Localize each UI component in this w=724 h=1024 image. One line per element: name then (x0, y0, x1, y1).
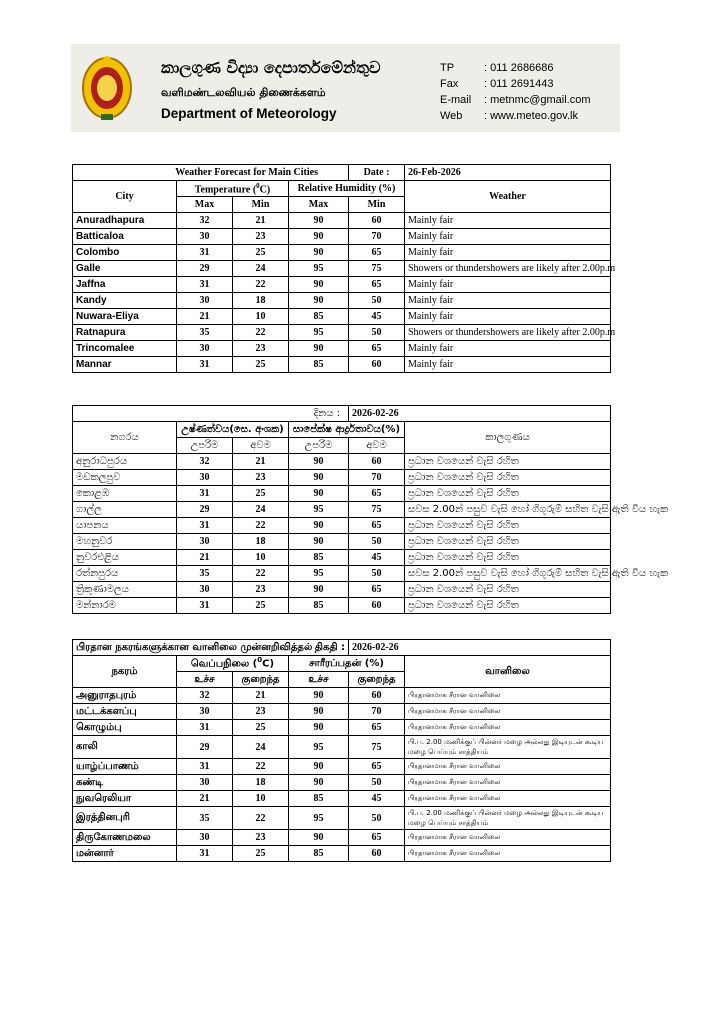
weather-cell: Mainly fair (405, 213, 611, 229)
contact-value: : 011 2691443 (484, 78, 554, 90)
humidity-max-cell: 90 (289, 704, 349, 720)
table-row (73, 688, 611, 704)
temp-max-cell: 30 (177, 534, 233, 550)
humidity-min-cell: 65 (349, 720, 405, 736)
city-cell: Ratnapura (73, 325, 177, 341)
weather-cell: Showers or thundershowers are likely after 2.00p.m (405, 261, 611, 277)
humidity-min-cell: 60 (349, 454, 405, 470)
city-cell: ගාල්ල (73, 502, 177, 518)
sinhala-forecast-table (72, 405, 669, 614)
col-header-max: Max (177, 197, 233, 213)
humidity-max-cell: 90 (289, 486, 349, 502)
temp-max-cell: 29 (177, 736, 233, 759)
weather-cell: Showers or thundershowers are likely after 2.00p.m (405, 325, 611, 341)
table-row (73, 830, 611, 846)
humidity-min-cell: 70 (349, 704, 405, 720)
temp-min-cell: 22 (233, 566, 289, 582)
date-label: දිනය : (73, 406, 349, 422)
humidity-min-cell: 60 (349, 598, 405, 614)
rows (73, 213, 616, 373)
temp-max-cell: 30 (177, 470, 233, 486)
weather-cell: பிரதானமாக சீரான வானிலை (405, 846, 611, 862)
col-header-weather: Weather (405, 181, 611, 213)
humidity-max-cell: 90 (289, 830, 349, 846)
humidity-min-cell: 50 (349, 775, 405, 791)
sri-lanka-emblem-icon (81, 52, 133, 124)
table-row (73, 357, 611, 373)
humidity-min-cell: 60 (349, 688, 405, 704)
contact-row (440, 60, 591, 76)
col-header-weather: வானிலை (405, 656, 611, 688)
humidity-min-cell: 65 (349, 486, 405, 502)
temp-max-cell: 31 (177, 277, 233, 293)
humidity-max-cell: 95 (289, 736, 349, 759)
table-title: Weather Forecast for Main Cities (73, 165, 349, 181)
humidity-max-cell: 90 (289, 688, 349, 704)
temp-min-cell: 22 (233, 325, 289, 341)
humidity-min-cell: 65 (349, 245, 405, 261)
table-row (73, 759, 611, 775)
weather-cell: பிரதானமாக சீரான வானிலை (405, 720, 611, 736)
col-header-humidity: සාපේක්ෂ ආර්ද්‍රතාවය(%) (289, 422, 405, 438)
temp-min-cell: 18 (233, 293, 289, 309)
weather-cell: Mainly fair (405, 357, 611, 373)
table-row (73, 791, 611, 807)
city-cell: இரத்தினபுரி (73, 807, 177, 830)
weather-cell: பி.ப. 2.00 மணிக்குப் பின்னர் மழை அல்லது இடியுடன் கூடிய மழை பெய்யும் சாத்தியம் (405, 807, 611, 830)
humidity-max-cell: 85 (289, 550, 349, 566)
humidity-max-cell: 95 (289, 807, 349, 830)
contact-value: : 011 2686686 (484, 62, 554, 74)
col-header-city: City (73, 181, 177, 213)
city-cell: Batticaloa (73, 229, 177, 245)
temp-min-cell: 23 (233, 341, 289, 357)
table-row (73, 736, 611, 759)
col-header-max: Max (289, 197, 349, 213)
contact-value[interactable]: : metnmc@gmail.com (484, 94, 591, 106)
weather-cell: සවස 2.00න් පසුව වැසි හෝ ගිගුරුම් සහිත වැසි ඇති වීය හැක (405, 502, 611, 518)
weather-cell: பி.ப. 2.00 மணிக்குப் பின்னர் மழை அல்லது இடியுடன் கூடிய மழை பெய்யும் சாத்தியம் (405, 736, 611, 759)
col-header-min: Min (233, 197, 289, 213)
col-header-min: අවම (233, 438, 289, 454)
date-label: Date : (349, 165, 405, 181)
contact-label: Web (440, 110, 463, 122)
humidity-min-cell: 75 (349, 261, 405, 277)
city-cell: මහනුවර (73, 534, 177, 550)
col-header-temperature: උෂ්ණත්වය(සෙ. අංශක) (177, 422, 289, 438)
table-row (73, 245, 611, 261)
city-cell: யாழ்ப்பாணம் (73, 759, 177, 775)
table-row (73, 277, 611, 293)
humidity-max-cell: 90 (289, 277, 349, 293)
humidity-min-cell: 65 (349, 277, 405, 293)
city-cell: Anuradhapura (73, 213, 177, 229)
weather-cell: பிரதானமாக சீரான வானிலை (405, 688, 611, 704)
table-row (73, 261, 611, 277)
table-row (73, 454, 611, 470)
humidity-min-cell: 45 (349, 550, 405, 566)
temp-min-cell: 21 (233, 213, 289, 229)
contact-label: TP (440, 62, 455, 74)
english-forecast-table (72, 164, 616, 373)
humidity-max-cell: 90 (289, 229, 349, 245)
date-label: திகதி : (314, 641, 346, 653)
humidity-max-cell: 90 (289, 293, 349, 309)
city-cell: මන්නාරම (73, 598, 177, 614)
contact-label: Fax (440, 78, 459, 90)
temp-max-cell: 30 (177, 775, 233, 791)
weather-cell: பிரதானமாக சீரான வானிலை (405, 830, 611, 846)
temp-min-cell: 23 (233, 229, 289, 245)
temp-max-cell: 30 (177, 229, 233, 245)
city-cell: காலி (73, 736, 177, 759)
humidity-max-cell: 90 (289, 775, 349, 791)
rows (73, 454, 669, 614)
col-header-temperature: வெப்பநிலை ($^0$C) (177, 656, 289, 672)
temp-max-cell: 29 (177, 502, 233, 518)
table-row (73, 293, 611, 309)
letterhead (71, 44, 620, 132)
table-row (73, 486, 611, 502)
city-cell: රත්නපුරය (73, 566, 177, 582)
table-row (73, 213, 611, 229)
weather-cell: ප්‍රධාන වශයෙන් වැසි රහිත (405, 598, 611, 614)
temp-max-cell: 21 (177, 550, 233, 566)
table-row (73, 470, 611, 486)
city-cell: திருகோணமலை (73, 830, 177, 846)
temp-min-cell: 21 (233, 454, 289, 470)
weather-cell: Mainly fair (405, 309, 611, 325)
weather-cell: பிரதானமாக சீரான வானிலை (405, 759, 611, 775)
humidity-min-cell: 50 (349, 325, 405, 341)
humidity-min-cell: 60 (349, 846, 405, 862)
table-row (73, 704, 611, 720)
temp-max-cell: 30 (177, 582, 233, 598)
city-cell: මඩකලපුව (73, 470, 177, 486)
humidity-max-cell: 90 (289, 518, 349, 534)
temp-min-cell: 23 (233, 704, 289, 720)
col-header-max: உச்ச (289, 672, 349, 688)
weather-cell: ප්‍රධාන වශයෙන් වැසි රහිත (405, 582, 611, 598)
col-header-humidity: Relative Humidity (%) (289, 181, 405, 197)
temp-min-cell: 25 (233, 720, 289, 736)
city-cell: යාපනය (73, 518, 177, 534)
weather-cell: பிரதானமாக சீரான வானிலை (405, 704, 611, 720)
temp-max-cell: 32 (177, 454, 233, 470)
temp-min-cell: 18 (233, 775, 289, 791)
col-header-max: උපරිම (289, 438, 349, 454)
city-cell: නුවරඑළිය (73, 550, 177, 566)
city-cell: மன்னார் (73, 846, 177, 862)
city-cell: கண்டி (73, 775, 177, 791)
humidity-max-cell: 90 (289, 245, 349, 261)
contact-row (440, 108, 591, 124)
humidity-min-cell: 65 (349, 759, 405, 775)
department-name-sinhala: කාලගුණ විද්‍යා දෙපාර්තමේන්තුව (161, 58, 381, 77)
contact-row (440, 76, 591, 92)
weather-cell: ප්‍රධාන වශයෙන් වැසි රහිත (405, 454, 611, 470)
city-cell: Colombo (73, 245, 177, 261)
table-row (73, 550, 611, 566)
department-name-tamil: வளிமண்டலவியல் திணைக்களம் (161, 86, 326, 99)
temp-max-cell: 31 (177, 486, 233, 502)
humidity-max-cell: 90 (289, 213, 349, 229)
temp-max-cell: 31 (177, 245, 233, 261)
city-cell: Jaffna (73, 277, 177, 293)
col-header-temperature: Temperature ($^0$C) (177, 181, 289, 197)
temp-max-cell: 35 (177, 566, 233, 582)
city-cell: Trincomalee (73, 341, 177, 357)
weather-cell: Mainly fair (405, 293, 611, 309)
temp-max-cell: 35 (177, 325, 233, 341)
weather-cell: பிரதானமாக சீரான வானிலை (405, 775, 611, 791)
temp-min-cell: 25 (233, 357, 289, 373)
department-name-english: Department of Meteorology (161, 106, 337, 121)
humidity-max-cell: 90 (289, 454, 349, 470)
humidity-max-cell: 95 (289, 261, 349, 277)
humidity-min-cell: 70 (349, 229, 405, 245)
temp-max-cell: 31 (177, 518, 233, 534)
city-cell: අනුරාධපුරය (73, 454, 177, 470)
temp-min-cell: 25 (233, 486, 289, 502)
city-cell: Mannar (73, 357, 177, 373)
temp-min-cell: 22 (233, 518, 289, 534)
table-row (73, 518, 611, 534)
city-cell: அனுராதபுரம் (73, 688, 177, 704)
temp-min-cell: 21 (233, 688, 289, 704)
contact-block (440, 60, 591, 124)
humidity-min-cell: 50 (349, 807, 405, 830)
humidity-max-cell: 90 (289, 720, 349, 736)
table-row (73, 807, 611, 830)
col-header-min: අවම (349, 438, 405, 454)
temp-min-cell: 18 (233, 534, 289, 550)
temp-min-cell: 24 (233, 261, 289, 277)
city-cell: ත්‍රිකුණාමලය (73, 582, 177, 598)
col-header-max: உச்ச (177, 672, 233, 688)
temp-max-cell: 29 (177, 261, 233, 277)
humidity-min-cell: 60 (349, 213, 405, 229)
humidity-max-cell: 95 (289, 325, 349, 341)
col-header-weather: කාලගුණය (405, 422, 611, 454)
col-header-humidity: சாரீரப்பதன் (%) (289, 656, 405, 672)
temp-min-cell: 24 (233, 736, 289, 759)
humidity-min-cell: 60 (349, 357, 405, 373)
city-cell: Kandy (73, 293, 177, 309)
temp-max-cell: 35 (177, 807, 233, 830)
col-header-max: උපරිම (177, 438, 233, 454)
humidity-min-cell: 70 (349, 470, 405, 486)
temp-min-cell: 22 (233, 277, 289, 293)
temp-min-cell: 25 (233, 846, 289, 862)
weather-cell: Mainly fair (405, 341, 611, 357)
humidity-min-cell: 50 (349, 293, 405, 309)
table-row (73, 309, 611, 325)
city-cell: நுவரெலியா (73, 791, 177, 807)
temp-min-cell: 22 (233, 759, 289, 775)
city-cell: மட்டக்களப்பு (73, 704, 177, 720)
col-header-min: Min (349, 197, 405, 213)
col-header-city: නගරය (73, 422, 177, 454)
temp-min-cell: 10 (233, 791, 289, 807)
tamil-forecast-table (72, 639, 611, 862)
humidity-min-cell: 65 (349, 830, 405, 846)
humidity-min-cell: 50 (349, 566, 405, 582)
table-row (73, 598, 611, 614)
temp-min-cell: 24 (233, 502, 289, 518)
temp-max-cell: 31 (177, 846, 233, 862)
temp-max-cell: 30 (177, 341, 233, 357)
humidity-max-cell: 90 (289, 470, 349, 486)
weather-cell: ප්‍රධාන වශයෙන් වැසි රහිත (405, 486, 611, 502)
weather-cell: ප්‍රධාන වශයෙන් වැසි රහිත (405, 534, 611, 550)
humidity-max-cell: 95 (289, 566, 349, 582)
contact-row (440, 92, 591, 108)
temp-min-cell: 10 (233, 309, 289, 325)
humidity-max-cell: 85 (289, 791, 349, 807)
table-row (73, 534, 611, 550)
humidity-max-cell: 90 (289, 759, 349, 775)
city-cell: කොළඹ (73, 486, 177, 502)
humidity-max-cell: 85 (289, 598, 349, 614)
temp-min-cell: 22 (233, 807, 289, 830)
table-row (73, 502, 611, 518)
temp-max-cell: 30 (177, 830, 233, 846)
humidity-min-cell: 45 (349, 309, 405, 325)
city-cell: Nuwara-Eliya (73, 309, 177, 325)
humidity-min-cell: 65 (349, 341, 405, 357)
temp-max-cell: 32 (177, 213, 233, 229)
weather-cell: සවස 2.00න් පසුව වැසි හෝ ගිගුරුම් සහිත වැසි ඇති වීය හැක (405, 566, 611, 582)
temp-max-cell: 31 (177, 759, 233, 775)
weather-cell: ප්‍රධාන වශයෙන් වැසි රහිත (405, 518, 611, 534)
humidity-max-cell: 90 (289, 341, 349, 357)
temp-min-cell: 25 (233, 598, 289, 614)
temp-max-cell: 31 (177, 357, 233, 373)
temp-max-cell: 21 (177, 309, 233, 325)
temp-max-cell: 31 (177, 720, 233, 736)
humidity-max-cell: 85 (289, 846, 349, 862)
humidity-min-cell: 50 (349, 534, 405, 550)
humidity-min-cell: 75 (349, 736, 405, 759)
humidity-min-cell: 65 (349, 582, 405, 598)
forecast-date: 2026-02-26 (349, 406, 611, 422)
col-header-city: நகரம் (73, 656, 177, 688)
humidity-max-cell: 90 (289, 582, 349, 598)
table-row (73, 229, 611, 245)
temp-min-cell: 10 (233, 550, 289, 566)
humidity-max-cell: 85 (289, 357, 349, 373)
table-row (73, 341, 611, 357)
temp-max-cell: 30 (177, 293, 233, 309)
temp-min-cell: 23 (233, 470, 289, 486)
forecast-date: 26-Feb-2026 (405, 165, 611, 181)
weather-cell: Mainly fair (405, 245, 611, 261)
humidity-max-cell: 90 (289, 534, 349, 550)
humidity-max-cell: 95 (289, 502, 349, 518)
temp-min-cell: 23 (233, 830, 289, 846)
forecast-date: 2026-02-26 (349, 640, 611, 656)
table-row (73, 846, 611, 862)
weather-cell: Mainly fair (405, 229, 611, 245)
city-cell: Galle (73, 261, 177, 277)
table-row (73, 720, 611, 736)
humidity-min-cell: 65 (349, 518, 405, 534)
temp-min-cell: 23 (233, 582, 289, 598)
table-row (73, 582, 611, 598)
temp-max-cell: 30 (177, 704, 233, 720)
weather-cell: ප්‍රධාන වශයෙන් වැසි රහිත (405, 550, 611, 566)
city-cell: கொழும்பு (73, 720, 177, 736)
rows (73, 688, 611, 862)
weather-cell: ප්‍රධාන වශයෙන් වැසි රහිත (405, 470, 611, 486)
table-row (73, 325, 611, 341)
table-row (73, 775, 611, 791)
weather-cell: பிரதானமாக சீரான வானிலை (405, 791, 611, 807)
temp-max-cell: 32 (177, 688, 233, 704)
col-header-min: குறைந்த (233, 672, 289, 688)
temp-min-cell: 25 (233, 245, 289, 261)
table-row (73, 566, 611, 582)
humidity-min-cell: 75 (349, 502, 405, 518)
humidity-min-cell: 45 (349, 791, 405, 807)
humidity-max-cell: 85 (289, 309, 349, 325)
contact-value[interactable]: : www.meteo.gov.lk (484, 110, 578, 122)
weather-cell: Mainly fair (405, 277, 611, 293)
col-header-min: குறைந்த (349, 672, 405, 688)
temp-max-cell: 21 (177, 791, 233, 807)
table-title: பிரதான நகரங்களுக்கான வானிலை முன்னறிவித்தல் திகதி : (73, 640, 349, 656)
contact-label: E-mail (440, 94, 472, 106)
temp-max-cell: 31 (177, 598, 233, 614)
